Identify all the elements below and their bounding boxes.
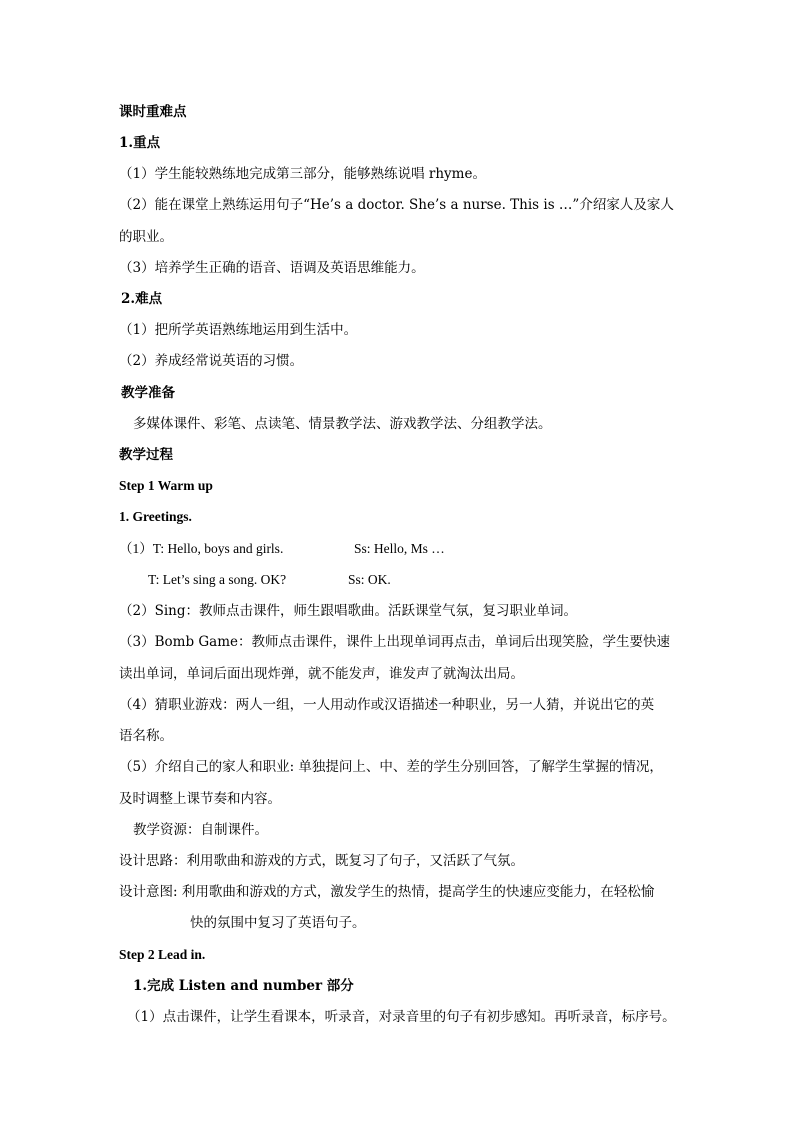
greeting-teacher-2: T: Let’s sing a song. OK? <box>148 572 287 587</box>
greeting-teacher-1: （1）T: Hello, boys and girls. <box>119 541 284 556</box>
design-intent: 设计意图: 利用歌曲和游戏的方式，激发学生的热情，提高学生的快速应变能力，在轻松愉 <box>119 884 655 900</box>
focus-item-2: （2）能在课堂上熟练运用句子“He’s a doctor. She’s a nurse. This is …”介绍家人及家人 <box>119 197 674 213</box>
focus-item-2-cont: 的职业。 <box>119 229 173 245</box>
teaching-resource: 教学资源：自制课件。 <box>133 822 268 838</box>
design-idea: 设计思路：利用歌曲和游戏的方式，既复习了句子，又活跃了气氛。 <box>119 853 524 869</box>
focus-item-1: （1）学生能较熟练地完成第三部分，能够熟练说唱 rhyme。 <box>119 166 486 182</box>
heading-focus: 1.重点 <box>119 135 161 151</box>
heading-preparation: 教学准备 <box>121 385 175 401</box>
heading-process: 教学过程 <box>119 447 173 463</box>
heading-step-2: Step 2 Lead in. <box>119 947 206 962</box>
difficulty-item-1: （1）把所学英语熟练地运用到生活中。 <box>119 322 358 338</box>
difficulty-item-2: （2）养成经常说英语的习惯。 <box>119 353 304 369</box>
activity-introduce-family-cont: 及时调整上课节奏和内容。 <box>119 791 281 807</box>
activity-sing: （2）Sing：教师点击课件，师生跟唱歌曲。活跃课堂气氛，复习职业单词。 <box>119 603 577 619</box>
activity-guess-job: （4）猜职业游戏：两人一组，一人用动作或汉语描述一种职业，另一人猜，并说出它的英 <box>119 697 655 713</box>
heading-difficulty: 2.难点 <box>121 291 163 307</box>
heading-listen-number: 1.完成 Listen and number 部分 <box>133 978 354 994</box>
listen-item-1: （1）点击课件，让学生看课本，听录音，对录音里的句子有初步感知。再听录音，标序号。 <box>127 1009 676 1025</box>
design-intent-cont: 快的氛围中复习了英语句子。 <box>190 915 366 931</box>
activity-bomb-game: （3）Bomb Game：教师点击课件，课件上出现单词再点击，单词后出现笑脸，学生要快速 <box>119 634 670 650</box>
activity-bomb-game-cont: 读出单词，单词后面出现炸弹，就不能发声，谁发声了就淘汰出局。 <box>119 666 524 682</box>
heading-greetings: 1. Greetings. <box>119 509 192 524</box>
greeting-students-2: Ss: OK. <box>348 572 391 587</box>
activity-introduce-family: （5）介绍自己的家人和职业: 单独提问上、中、差的学生分别回答，了解学生掌握的情况， <box>119 759 663 775</box>
focus-item-3: （3）培养学生正确的语音、语调及英语思维能力。 <box>119 260 425 276</box>
heading-key-points: 课时重难点 <box>119 104 187 120</box>
heading-step-1: Step 1 Warm up <box>119 478 213 493</box>
greeting-students-1: Ss: Hello, Ms … <box>354 541 445 556</box>
preparation-text: 多媒体课件、彩笔、点读笔、情景教学法、游戏教学法、分组教学法。 <box>133 416 552 432</box>
activity-guess-job-cont: 语名称。 <box>119 728 173 744</box>
